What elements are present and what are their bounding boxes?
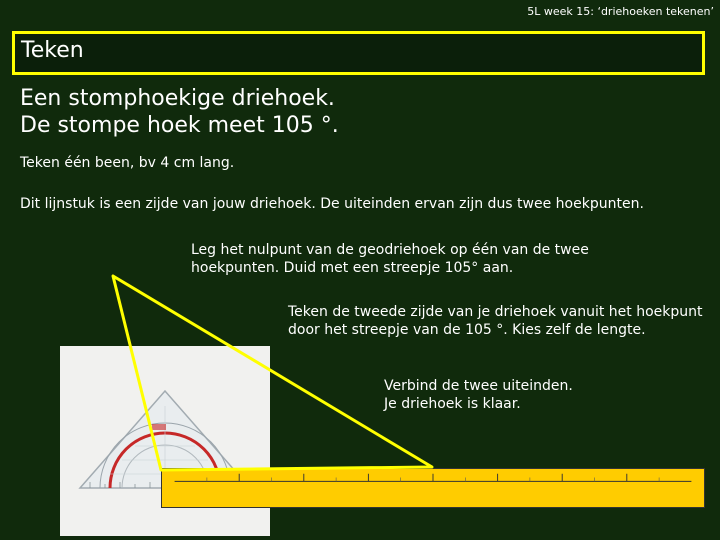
step-3-text: Leg het nulpunt van de geodriehoek op één van de twee hoekpunten. Duid met een streepje 105° aan. bbox=[191, 242, 589, 276]
slide-header: 5L week 15: ‘driehoeken tekenen’ bbox=[527, 5, 714, 18]
step-5-line-2: Je driehoek is klaar. bbox=[384, 396, 521, 412]
triangle-shape bbox=[113, 276, 432, 470]
step-4-text: Teken de tweede zijde van je driehoek vanuit het hoekpunt door het streepje van de 105 °. Kies zelf de lengte. bbox=[288, 304, 703, 338]
heading-line-2: De stompe hoek meet 105 °. bbox=[20, 113, 339, 138]
step-1-text: Teken één been, bv 4 cm lang. bbox=[20, 155, 235, 171]
heading-line-1: Een stomphoekige driehoek. bbox=[20, 86, 335, 111]
title: Teken bbox=[21, 38, 84, 63]
step-2-text: Dit lijnstuk is een zijde van jouw driehoek. De uiteinden ervan zijn dus twee hoekpunten. bbox=[20, 196, 644, 212]
step-5-line-1: Verbind de twee uiteinden. bbox=[384, 378, 573, 394]
